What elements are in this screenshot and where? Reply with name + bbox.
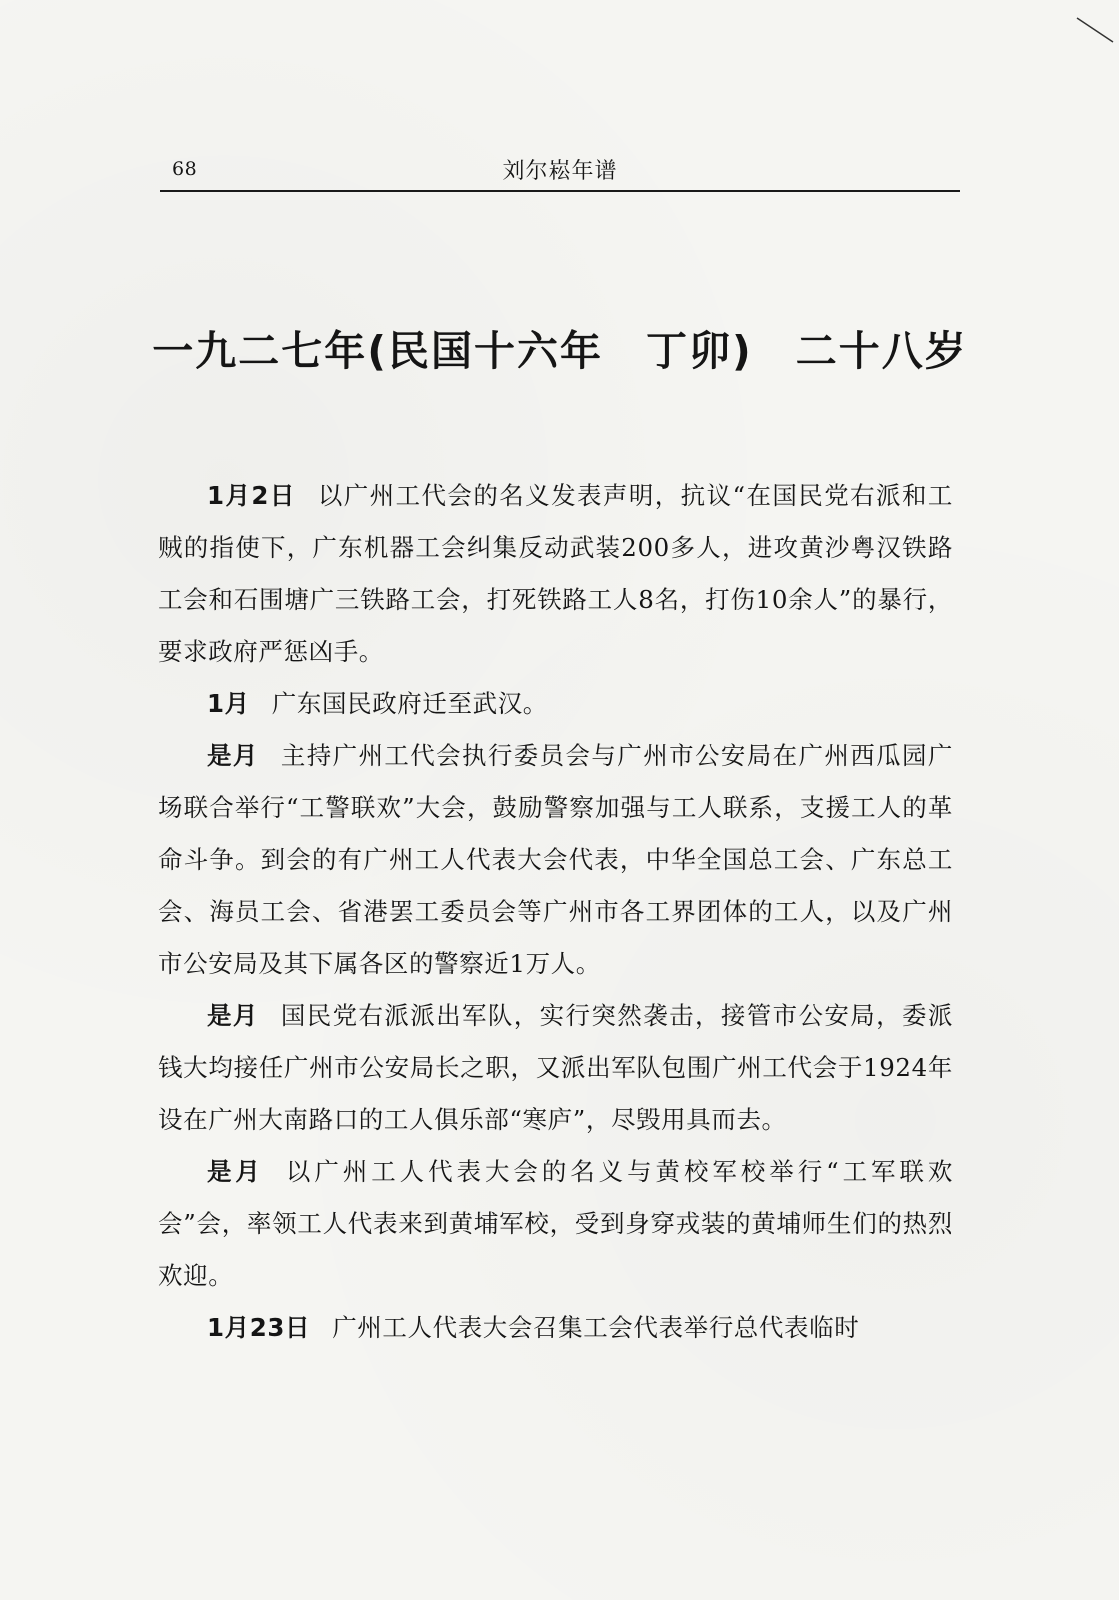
entry-3 xyxy=(158,730,953,990)
header-rule xyxy=(160,190,960,192)
entry-date: 是月 xyxy=(207,741,259,770)
entry-date: 1月 xyxy=(207,689,250,718)
entry-text: 广东国民政府迁至武汉。 xyxy=(271,689,548,718)
running-header xyxy=(160,152,960,188)
chapter-title: 一九二七年(民国十六年 丁卯) 二十八岁 xyxy=(152,327,968,375)
chronology-body xyxy=(158,470,953,1354)
entry-1 xyxy=(158,470,953,678)
entry-date: 1月2日 xyxy=(207,481,296,510)
entry-text: 广州工人代表大会召集工会代表举行总代表临时 xyxy=(332,1313,860,1342)
entry-4 xyxy=(158,990,953,1146)
entry-text: 以广州工代会的名义发表声明，抗议“在国民党右派和工贼的指使下，广东机器工会纠集反动武装200多人，进攻黄沙粤汉铁路工会和石围塘广三铁路工会，打死铁路工人8名，打伤10余人”的暴行，要求政府严惩凶手。 xyxy=(158,481,953,666)
entry-text: 主持广州工代会执行委员会与广州市公安局在广州西瓜园广场联合举行“工警联欢”大会，鼓励警察加强与工人联系，支援工人的革命斗争。到会的有广州工人代表大会代表，中华全国总工会、广东总工会、海员工会、省港罢工委员会等广州市各工界团体的工人，以及广州市公安局及其下属各区的警察近1万人。 xyxy=(158,741,953,978)
entry-date: 1月23日 xyxy=(207,1313,311,1342)
entry-text: 国民党右派派出军队，实行突然袭击，接管市公安局，委派钱大均接任广州市公安局长之职，又派出军队包围广州工代会于1924年设在广州大南路口的工人俱乐部“寒庐”，尽毁用具而去。 xyxy=(158,1001,953,1134)
entry-2 xyxy=(158,678,953,730)
entry-6 xyxy=(158,1302,953,1354)
book-title: 刘尔崧年谱 xyxy=(502,159,618,184)
entry-text: 以广州工人代表大会的名义与黄校军校举行“工军联欢会”会，率领工人代表来到黄埔军校，受到身穿戎装的黄埔师生们的热烈欢迎。 xyxy=(158,1157,953,1290)
entry-date: 是月 xyxy=(207,1001,259,1030)
page-corner-mark xyxy=(1075,10,1115,50)
entry-5 xyxy=(158,1146,953,1302)
entry-date: 是月 xyxy=(207,1157,264,1186)
page-number: 68 xyxy=(172,158,198,180)
